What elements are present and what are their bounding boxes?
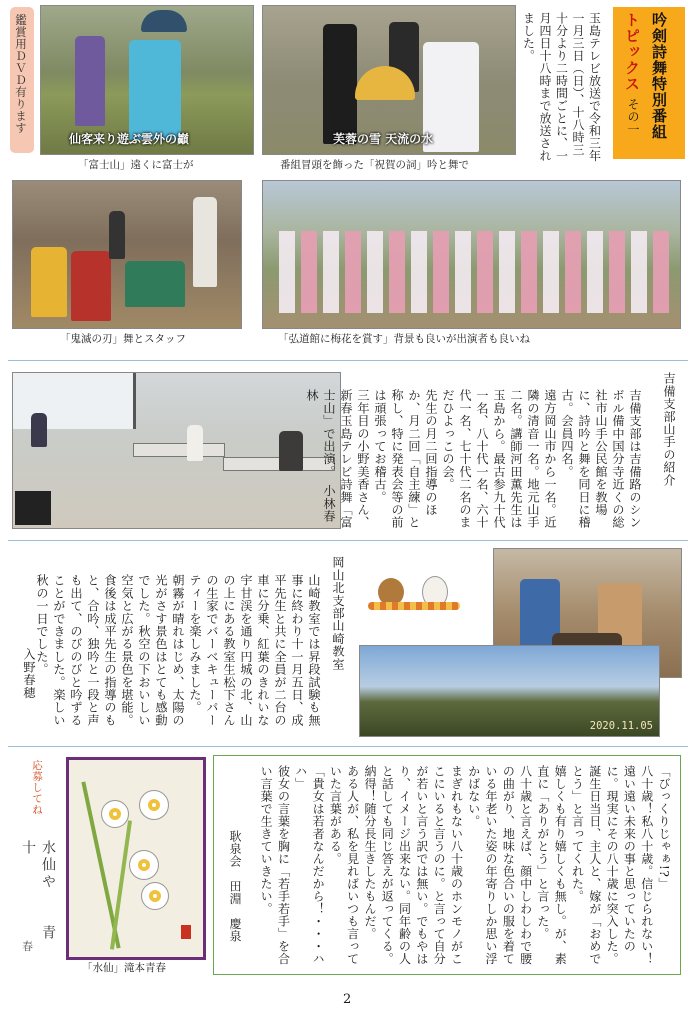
student-figure-2 bbox=[279, 431, 303, 471]
divider-1 bbox=[8, 360, 688, 361]
dancer-green-figure bbox=[125, 261, 185, 307]
performer-lineup bbox=[279, 231, 669, 313]
photo-landscape bbox=[359, 645, 660, 737]
title-part: その一 bbox=[626, 98, 640, 136]
photo-opening-greeting bbox=[262, 5, 516, 155]
kibi-body: 吉備支部は吉備路のシンボル備中国分寺近くの総社市山手公民館を教場に、詩吟と舞を同日に稽古。会員四名。 遠方岡山市から一名。近隣の清音一名。地元山手二名。講師河田薫先生は玉島から。最古参九十代一名、八十代一名、六十代一名、七十代二名のまだひよっこの会。 先生の月二回指導のほか、月二回「自主練」と称し、特に発表会等の前は頑張ってお稽古。 三年目の小野美香さん、新春玉島テレビ詩舞「富士山」で出演。 小林春林 bbox=[305, 389, 642, 529]
leaf-shape bbox=[110, 820, 132, 949]
flower-shape-4 bbox=[141, 882, 169, 910]
table-shape bbox=[133, 443, 225, 457]
painting-caption: 「水仙」滝本青春 bbox=[82, 962, 166, 974]
photo-fuji-overlay: 仙客来り遊ぶ雲外の巓 bbox=[69, 132, 190, 146]
flower-shape bbox=[101, 800, 129, 828]
camera-tripod bbox=[109, 211, 125, 259]
dvd-tag-text: 鑑賞用ＤＶＤ有ります bbox=[14, 14, 28, 134]
student-figure-3 bbox=[31, 413, 47, 447]
broadcast-text: 玉島テレビ放送で令和三年一月三日（日）、十八時三十分より二時間ごとに、一月四日十八時まで放送されました。 bbox=[521, 12, 602, 162]
cartoon-animals-illustration bbox=[368, 570, 460, 612]
photo-plum-caption: 「弘道館に梅花を賞す」背景も良いが出演者も良いね bbox=[278, 333, 530, 345]
photo-kimetsu-caption: 「鬼滅の刃」舞とスタッフ bbox=[60, 333, 186, 345]
yamazaki-author: 入野春穂 bbox=[22, 648, 36, 699]
divider-2 bbox=[8, 540, 688, 541]
photo-date-stamp: 2020.11.05 bbox=[589, 720, 653, 732]
title-main: 吟剣詩舞特別番組 bbox=[650, 12, 668, 140]
staff-figure bbox=[193, 197, 217, 287]
photo-opening-caption: 番組冒頭を飾った「祝賀の詞」吟と舞で bbox=[280, 159, 469, 171]
fan-shape bbox=[141, 10, 187, 32]
photo-kimetsu bbox=[12, 180, 242, 329]
flower-shape-2 bbox=[139, 790, 169, 820]
dancer-red-figure bbox=[71, 251, 111, 321]
photo-fuji-dance bbox=[40, 5, 254, 155]
performer-black-figure bbox=[323, 24, 357, 144]
photo-classroom bbox=[12, 372, 341, 529]
photo-opening-overlay: 芙蓉の雪 天流の水 bbox=[333, 132, 434, 146]
photo-plum-blossom bbox=[262, 180, 681, 329]
chair-shape bbox=[15, 491, 51, 525]
haiku-author: 春 bbox=[22, 940, 33, 953]
leaves-shape bbox=[368, 602, 460, 610]
dancer-blue-figure bbox=[129, 40, 181, 140]
yamazaki-title: 岡山北支部山崎教室 bbox=[331, 556, 345, 671]
essay-body: 「びっくりじゃぁ!?」 八十歳！私八十歳。信じられない！遠い遠い未来の事と思っていたのに。現実にその八十歳に突入した。 誕生日当日、主人と、嫁が「おめでとう」と言ってくれた。 嬉しくも有り嬉しくも無し。が、素直に「ありがとう」と言った。 八十歳と言えば、顔中しわしわで腰の曲がり、地味な色合いの服を着ている年老いた姿の年寄りしか思い浮かばない。 まぎれもない八十歳のホンモノがここにいると言うのに。と言って自分が若いと言う訳では無い。でもやはり、イメージ出来ない。同年齢の人と話しても同じ答えが返ってくる。 納得！随分長生きしたもんだ。 ある人が、私を見ればいつも言っていた言葉がある。 「貴女は若者なんだから！・・・ハハ」 彼女の言葉を胸に「若手若手」を合い言葉で生きていきたい。 bbox=[259, 765, 671, 965]
kibi-heading: 吉備支部山手の紹介 bbox=[662, 372, 676, 487]
red-seal-stamp bbox=[181, 925, 191, 939]
page-number: 2 bbox=[343, 992, 352, 1007]
yamazaki-body: 山崎教室では昇段試験も無事に終わり十一月五日、成平先生と共に全員が二台の車に分乗、紅葉のきれいな宇甘渓を通り円城の北、山の上にある教室生松下さんの生家でバーベキューパーティーを楽しみました。 朝霧が晴れはじめ、太陽の光がさす景色はとても感動でした。秋空の下おいしい空気と広がる景色を堪能。食後は成平先生の指導のもと、合吟、独吟と一段と声も出て、のびのびと吟ずることができました。楽しい秋の一日でした。 bbox=[35, 574, 321, 727]
flower-shape-3 bbox=[129, 850, 159, 880]
essay-author: 耿泉会 田淵 慶泉 bbox=[228, 830, 242, 943]
haiku-text: 水仙や 青 十 bbox=[20, 840, 56, 976]
painting-narcissus bbox=[66, 757, 206, 960]
dancer-yellow-figure bbox=[31, 247, 67, 317]
oubo-label: 応募してね bbox=[31, 760, 43, 815]
title-topics: トピックス bbox=[623, 12, 641, 92]
dancer-purple-figure bbox=[75, 36, 105, 126]
divider-3 bbox=[8, 746, 688, 747]
student-figure bbox=[187, 425, 203, 461]
photo-fuji-caption: 「富士山」遠くに富士が bbox=[78, 159, 194, 171]
